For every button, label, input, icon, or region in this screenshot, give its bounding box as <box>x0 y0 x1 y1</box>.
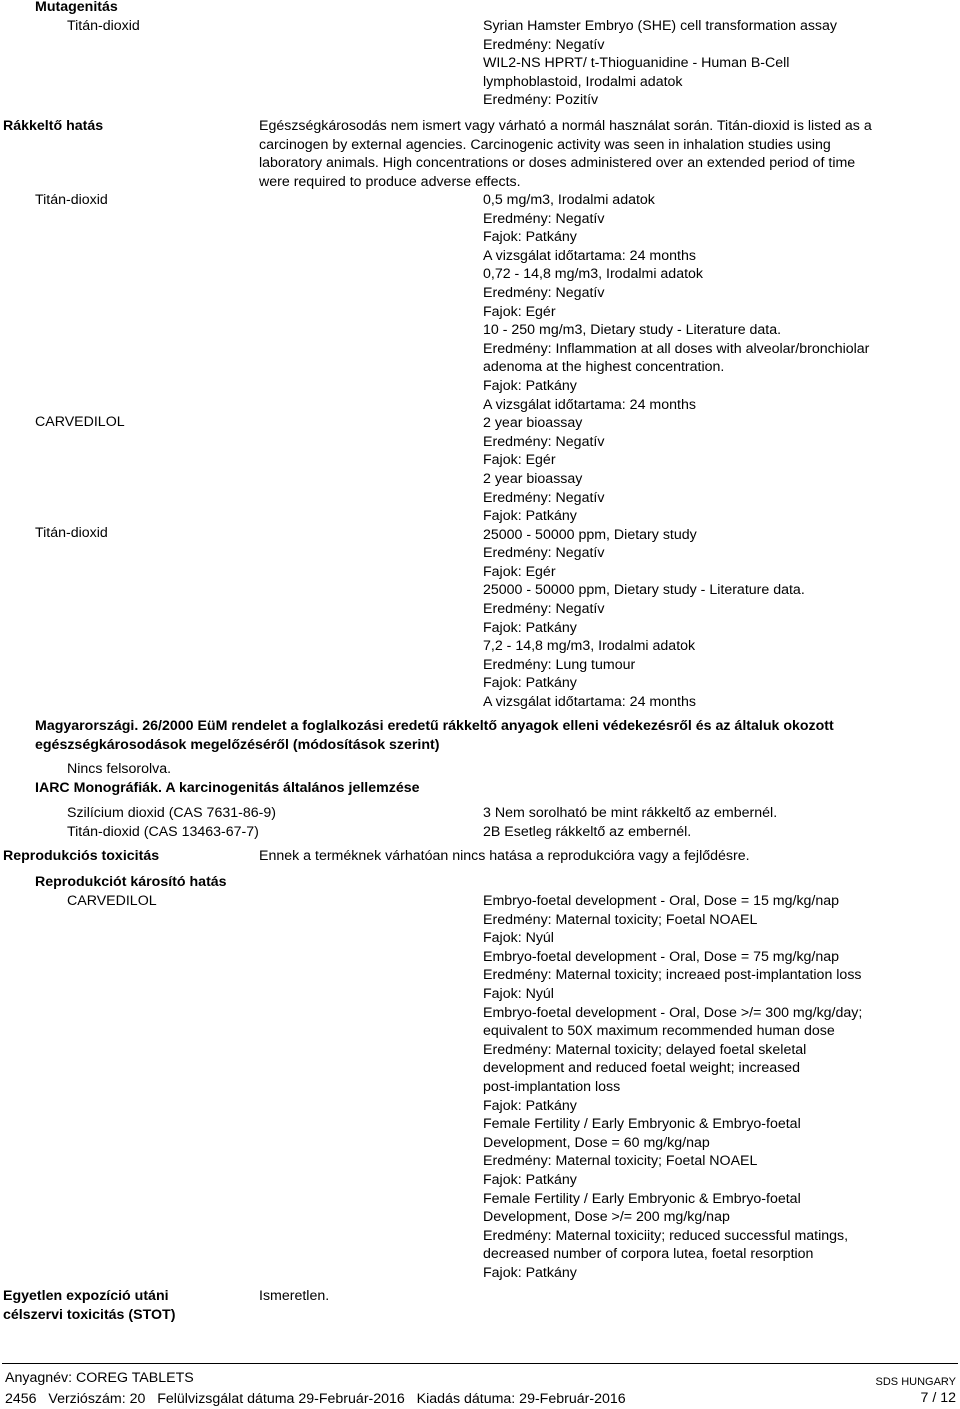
result-line: Female Fertility / Early Embryonic & Embryo-foetal <box>483 1116 801 1133</box>
result-line: Fajok: Egér <box>483 303 556 320</box>
stot-heading-line: célszervi toxicitás (STOT) <box>3 1306 176 1323</box>
result-line: adenoma at the highest concentration. <box>483 359 725 376</box>
substance-name: CARVEDILOL <box>67 893 157 909</box>
result-line: Development, Dose >/= 200 mg/kg/nap <box>483 1209 730 1226</box>
result-line: Syrian Hamster Embryo (SHE) cell transformation assay <box>483 18 838 34</box>
result-line: Fajok: Patkány <box>483 1264 577 1281</box>
result-line: Fajok: Patkány <box>483 1097 577 1114</box>
result-line: Eredmény: Negatív <box>483 545 605 562</box>
result-line: Eredmény: Negatív <box>483 210 605 227</box>
result-line: Eredmény: Maternal toxicity; increaed post-implantation loss <box>483 967 862 984</box>
stot-heading-line: Egyetlen expozíció utáni <box>3 1288 169 1304</box>
iarc-substance: Titán-dioxid (CAS 13463-67-7) <box>67 824 259 840</box>
result-line: Fajok: Egér <box>483 563 556 580</box>
footer-page-number: 7 / 12 <box>920 1390 956 1406</box>
iarc-heading: IARC Monográfiák. A karcinogenitás általános jellemzése <box>35 780 420 796</box>
result-line: Fajok: Patkány <box>483 377 577 394</box>
footer-divider <box>2 1363 958 1364</box>
result-line: Eredmény: Maternal toxiciity; reduced successful matings, <box>483 1227 849 1244</box>
result-line: 0,5 mg/m3, Irodalmi adatok <box>483 192 655 208</box>
regulation-line: egészségkárosodások megelőzéséről (módosítások szerint) <box>35 736 440 753</box>
result-line: Embryo-foetal development - Oral, Dose = 15 mg/kg/nap <box>483 893 840 909</box>
result-line: 2 year bioassay <box>483 470 583 487</box>
reproductive-effects-heading: Reprodukciót károsító hatás <box>35 874 227 890</box>
result-line: Fajok: Patkány <box>483 619 577 636</box>
result-line: Eredmény: Lung tumour <box>483 656 636 673</box>
section-heading-reproductive-toxicity: Reprodukciós toxicitás <box>3 848 160 864</box>
result-line: development and reduced foetal weight; increased <box>483 1060 801 1077</box>
section-heading-stot <box>3 1287 175 1324</box>
result-line: 7,2 - 14,8 mg/m3, Irodalmi adatok <box>483 638 696 655</box>
result-line: Fajok: Nyúl <box>483 985 554 1002</box>
result-line: decreased number of corpora lutea, foetal resorption <box>483 1246 814 1263</box>
intro-line: laboratory animals. High concentrations or doses administered over an extended period of time <box>259 155 856 172</box>
result-line: WIL2-NS HPRT/ t-Thioguanidine - Human B-Cell <box>483 55 790 72</box>
substance-name: Titán-dioxid <box>67 18 140 34</box>
result-line: Eredmény: Negatív <box>483 284 605 301</box>
iarc-classification: 2B Esetleg rákkeltő az embernél. <box>483 824 692 840</box>
result-line: 25000 - 50000 ppm, Dietary study - Literature data. <box>483 582 805 599</box>
result-line: 10 - 250 mg/m3, Dietary study - Literature data. <box>483 322 782 339</box>
result-line: Eredmény: Negatív <box>483 601 605 618</box>
footer-product-name: Anyagnév: COREG TABLETS <box>5 1370 194 1386</box>
iarc-substance: Szilícium dioxid (CAS 7631-86-9) <box>67 805 276 821</box>
regulation-line: Magyarországi. 26/2000 EüM rendelet a foglalkozási eredetű rákkeltő anyagok elleni védekezésről és az általuk okozott <box>35 718 834 734</box>
result-line: Female Fertility / Early Embryonic & Embryo-foetal <box>483 1190 801 1207</box>
result-line: A vizsgálat időtartama: 24 months <box>483 694 696 711</box>
carcinogenicity-results <box>483 191 869 712</box>
result-line: Eredmény: Negatív <box>483 433 605 450</box>
intro-line: carcinogen by external agencies. Carcinogenic activity was seen in inhalation studies using <box>259 136 831 153</box>
result-line: A vizsgálat időtartama: 24 months <box>483 247 696 264</box>
hungarian-regulation-heading <box>35 717 834 754</box>
substance-name: Titán-dioxid <box>35 192 108 208</box>
reproductive-toxicity-value: Ennek a terméknek várhatóan nincs hatása a reprodukcióra vagy a fejlődésre. <box>259 848 750 864</box>
result-line: Embryo-foetal development - Oral, Dose >/= 300 mg/kg/day; <box>483 1004 863 1021</box>
result-line: Fajok: Patkány <box>483 1171 577 1188</box>
substance-name: Titán-dioxid <box>35 525 108 541</box>
result-line: Eredmény: Pozitív <box>483 92 599 109</box>
result-line: Fajok: Nyúl <box>483 930 554 947</box>
footer-document-info: 2456 Verziószám: 20 Felülvizsgálat dátuma 29-Február-2016 Kiadás dátuma: 29-Február-2016 <box>5 1391 626 1407</box>
result-line: Fajok: Patkány <box>483 675 577 692</box>
result-line: Eredmény: Negatív <box>483 36 605 53</box>
result-line: Development, Dose = 60 mg/kg/nap <box>483 1134 710 1151</box>
result-line: 25000 - 50000 ppm, Dietary study <box>483 526 697 543</box>
intro-line: were required to produce adverse effects. <box>259 173 521 190</box>
result-line: equivalent to 50X maximum recommended human dose <box>483 1023 835 1040</box>
regulation-value: Nincs felsorolva. <box>67 761 172 777</box>
result-line: Eredmény: Maternal toxicity; Foetal NOAEL <box>483 1153 758 1170</box>
result-line: Fajok: Egér <box>483 452 556 469</box>
result-line: A vizsgálat időtartama: 24 months <box>483 396 696 413</box>
section-heading-carcinogenicity: Rákkeltő hatás <box>3 118 104 134</box>
result-line: Fajok: Patkány <box>483 508 577 525</box>
result-line: post-implantation loss <box>483 1078 621 1095</box>
substance-name: CARVEDILOL <box>35 414 125 430</box>
result-line: Eredmény: Negatív <box>483 489 605 506</box>
intro-line: Egészségkárosodás nem ismert vagy várható a normál használat során. Titán-dioxid is listed as a <box>259 118 872 134</box>
reproductive-results <box>483 892 862 1282</box>
result-line: Embryo-foetal development - Oral, Dose = 75 mg/kg/nap <box>483 948 840 965</box>
result-line: Eredmény: Maternal toxicity; Foetal NOAEL <box>483 911 758 928</box>
result-line: 2 year bioassay <box>483 415 583 432</box>
mutagen-results <box>483 17 837 110</box>
stot-value: Ismeretlen. <box>259 1288 330 1304</box>
carcinogenicity-intro <box>259 117 872 191</box>
result-line: 0,72 - 14,8 mg/m3, Irodalmi adatok <box>483 266 704 283</box>
result-line: Eredmény: Inflammation at all doses with alveolar/bronchiolar <box>483 340 870 357</box>
result-line: Fajok: Patkány <box>483 229 577 246</box>
result-line: Eredmény: Maternal toxicity; delayed foetal skeletal <box>483 1041 807 1058</box>
footer-sds-label: SDS HUNGARY <box>875 1376 956 1388</box>
iarc-classification: 3 Nem sorolható be mint rákkeltő az embernél. <box>483 805 778 821</box>
result-line: lymphoblastoid, Irodalmi adatok <box>483 73 683 90</box>
section-heading-mutagenicity: Mutagenitás <box>35 0 118 15</box>
